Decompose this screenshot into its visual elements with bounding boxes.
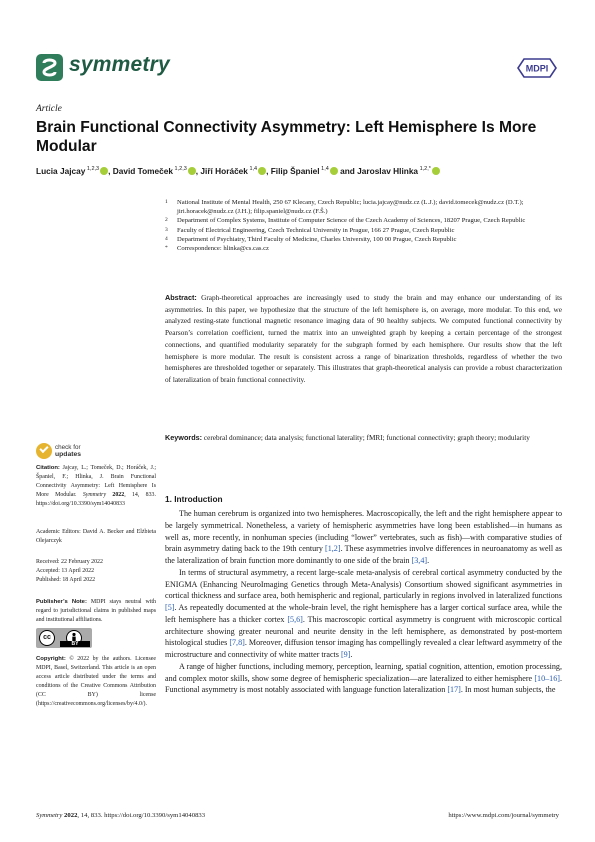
affiliation-number: 2 [165, 217, 168, 224]
footer-citation [36, 812, 205, 819]
keywords-label: Keywords: [165, 433, 203, 442]
copyright-label: Copyright: [36, 656, 66, 662]
section-body [165, 508, 562, 696]
author-affiliation-sup: 1,2,* [418, 166, 431, 173]
author-separator: , [266, 166, 271, 176]
citation-journal: Symmetry [82, 492, 107, 499]
author-affiliation-sup: 1,2,3 [85, 166, 100, 173]
received-date: Received: 22 February 2022 [36, 559, 103, 565]
citation-link[interactable]: [17] [447, 685, 461, 695]
check-updates-icon [36, 443, 52, 459]
check-line2: updates [55, 451, 82, 458]
paragraph-text: . [350, 650, 353, 659]
footer-journal: Symmetry [36, 812, 63, 819]
dates [36, 558, 156, 585]
abstract-label: Abstract: [165, 293, 197, 302]
check-for-updates-button[interactable] [36, 443, 116, 463]
affiliation-number: 3 [165, 226, 168, 233]
affiliation-text: Department of Psychiatry, Third Faculty of Medicine, Charles University, 100 00 Prague, Czech Republic [177, 235, 457, 243]
citation-block [36, 464, 156, 509]
publisher-note [36, 598, 156, 625]
affiliation-text: National Institute of Mental Health, 250 67 Klecany, Czech Republic; lucia.jajcay@nudz.cz (L.J.); david.tomecek@nudz.cz (D.T.); jiri.horacek@nudz.cz (J.H.); filip.spaniel@nudz.cz (F.Š.) [177, 199, 524, 216]
citation-link[interactable]: [3,4] [411, 556, 428, 565]
copyright [36, 655, 156, 710]
affiliation-item [165, 235, 565, 244]
citation-link[interactable]: [9] [340, 650, 351, 659]
citation-link[interactable]: [5] [165, 603, 175, 612]
published-date: Published: 18 April 2022 [36, 577, 96, 584]
mdpi-logo-icon[interactable] [516, 57, 558, 79]
affiliation-number: 4 [165, 235, 168, 242]
paragraph-text: . This macroscopic cortical asymmetry is congruent with microscopic cortical architecture showing greater neuronal and neurite density in the left hemisphere, as demonstrated by post-mortem histological studies [165, 614, 563, 648]
affiliation-text: Department of Complex Systems, Institute of Computer Science of the Czech Academy of Sciences, 18207 Prague, Czech Republic [177, 217, 526, 225]
citation-link[interactable]: [7,8] [229, 638, 245, 648]
article-title: Brain Functional Connectivity Asymmetry: Left Hemisphere Is More Modular [36, 119, 537, 155]
affiliation-number: 1 [165, 199, 168, 205]
affiliation-item [165, 244, 565, 253]
journal-name[interactable]: symmetry [69, 53, 170, 76]
section-heading: 1. Introduction [165, 494, 223, 504]
orcid-icon[interactable] [330, 167, 338, 175]
abstract [165, 292, 562, 387]
citation-link[interactable]: [5,6] [287, 614, 303, 624]
author-name: David Tomeček [112, 166, 174, 176]
citation-year: 2022 [112, 492, 125, 499]
author-name: Filip Španiel [270, 166, 320, 176]
cc-icon: cc [39, 630, 55, 646]
author-name: Lucia Jajcay [36, 166, 86, 176]
paragraph-text: . These asymmetries involve differences in neuroanatomy as well as the lateralization of brain function more dominantly to one side of the brain [165, 544, 562, 565]
article-type: Article [36, 104, 62, 114]
citation-link[interactable]: [1,2] [325, 544, 341, 554]
affiliation-text: Faculty of Electrical Engineering, Czech Technical University in Prague, 166 27 Prague, Czech Republic [177, 226, 455, 234]
citation-text: Jajcay, L.; Tomeček, D.; Horáček, J.; Španiel, F.; Hlinka, J. Brain Functional Connectivity Asymmetry: Left Hemisphere Is More Modular. [36, 465, 156, 499]
cc-by-label: BY [60, 641, 90, 647]
journal-logo-icon [36, 54, 63, 81]
affiliation-text: Correspondence: hlinka@cs.cas.cz [177, 245, 269, 253]
paragraph [165, 661, 562, 696]
publisher-note-text: MDPI stays neutral with regard to jurisdictional claims in published maps and institutional affiliations. [36, 599, 156, 624]
affiliations [165, 198, 565, 253]
author-separator: , [195, 166, 201, 176]
author-separator: , [108, 166, 113, 176]
author-affiliation-sup: 1,4 [247, 166, 258, 173]
academic-editors: Academic Editors: David A. Becker and Elżbieta Olejarczyk [36, 529, 156, 545]
abstract-text: Graph-theoretical approaches are increasingly used to study the brain and may enhance our understanding of its asymmetries. In this paper, we hypothesize that the structure of the left hemisphere is, on average, more modular. To this end, we analyzed resting-state functional magnetic resonance imaging data of 90 healthy subjects. We computed functional connectivity by Pearson’s correlation coefficient, turned the matrix into an unweighted graph by keeping a certain percentage of the strongest connections, and quantified modularity separately for the subgraph formed by each hemisphere. Our results show that the left hemisphere is more modular. The result is consistent across a range of binarization thresholds, regardless of whether the two hemispheres are thresholded together or separately. This illustrates that graph-theoretical analysis can provide a robust characterization of lateralization of brain functional connectivity. [165, 294, 563, 384]
keywords-text: cerebral dominance; data analysis; functional laterality; fMRI; functional connectivity; graph theory; modularity [203, 434, 530, 442]
keywords [165, 432, 562, 445]
paragraph-text: The human cerebrum is organized into two hemispheres. Macroscopically, the left and the right hemisphere appear to be largely symmetrical. Nonetheless, a variety of hemispheric asymmetries have long been established—in humans as well as, more recently, in nonhuman species (including “lower” vertebrates, such as fish)—with comparative studies of brain asymmetry dating back to the 19th century [165, 509, 562, 554]
footer-year: 2022 [64, 812, 78, 819]
author-list [36, 166, 576, 176]
citation-label: Citation: [36, 465, 60, 471]
affiliation-number: * [165, 245, 168, 252]
check-line1: check for [55, 444, 81, 451]
author-name: Jaroslav Hlinka [357, 166, 419, 176]
paragraph-text: . Functional asymmetry is most notably associated with language function lateralization [165, 673, 562, 695]
page-footer [36, 812, 559, 819]
mdpi-logo-text: MDPI [525, 63, 549, 74]
citation-link[interactable]: [10–16] [534, 673, 560, 683]
affiliation-item [165, 198, 565, 216]
orcid-icon[interactable] [188, 167, 196, 175]
publisher-note-label: Publisher’s Note: [36, 599, 87, 605]
paragraph [165, 567, 562, 661]
orcid-icon[interactable] [258, 167, 266, 175]
footer-doi: , 14, 833. https://doi.org/10.3390/sym14040833 [77, 812, 206, 819]
affiliation-item [165, 226, 565, 235]
author-separator: and [337, 166, 358, 176]
cc-by-license-icon[interactable] [36, 628, 92, 648]
paragraph-text: . Moreover, diffusion tensor imaging has compellingly revealed a clear leftward asymmetry of the microstructure and connectivity of white matter tracts [165, 638, 562, 659]
paragraph-text: In terms of structural asymmetry, a recent large-scale meta-analysis of cerebral cortical asymmetry conducted by the ENIGMA (Enhancing NeuroImaging Genetics through Meta-Analysis) Consortium showed significant asymmetries in cortical thickness and surface area, both hemispheric and regional, particularly in regions involved in lateralized functions [165, 567, 562, 601]
paragraph-text: A range of higher functions, including memory, perception, learning, spatial cognition, attention, emotion processing, and complex motor skills, show some degree of hemispheric specialization—are lateralized to either hemisphere [165, 661, 562, 683]
author-affiliation-sup: 1,4 [319, 166, 329, 173]
affiliation-item [165, 216, 565, 225]
copyright-text: © 2022 by the authors. Licensee MDPI, Basel, Switzerland. This article is an open access article distributed under the terms and conditions of the Creative Commons Attribution (CC BY) license (https://creativecommons.org/licenses/by/4.0/). [36, 656, 156, 708]
citation-tail[interactable]: , 14, 833. https://doi.org/10.3390/sym14040833 [36, 492, 156, 508]
accepted-date: Accepted: 13 April 2022 [36, 568, 95, 575]
author-affiliation-sup: 1,2,3 [173, 166, 187, 173]
paragraph [165, 508, 562, 567]
paragraph-text: . As repeatedly documented at the whole-brain level, the right hemisphere has a larger cortical surface area, while the left hemisphere has a thicker cortex [165, 603, 562, 624]
author-name: Jiří Horáček [200, 166, 248, 176]
footer-journal-url[interactable]: https://www.mdpi.com/journal/symmetry [448, 812, 559, 819]
orcid-icon[interactable] [432, 167, 440, 175]
orcid-icon[interactable] [100, 167, 108, 175]
paragraph-text: . [427, 556, 430, 565]
paragraph-text: . In most human subjects, the [460, 685, 556, 695]
